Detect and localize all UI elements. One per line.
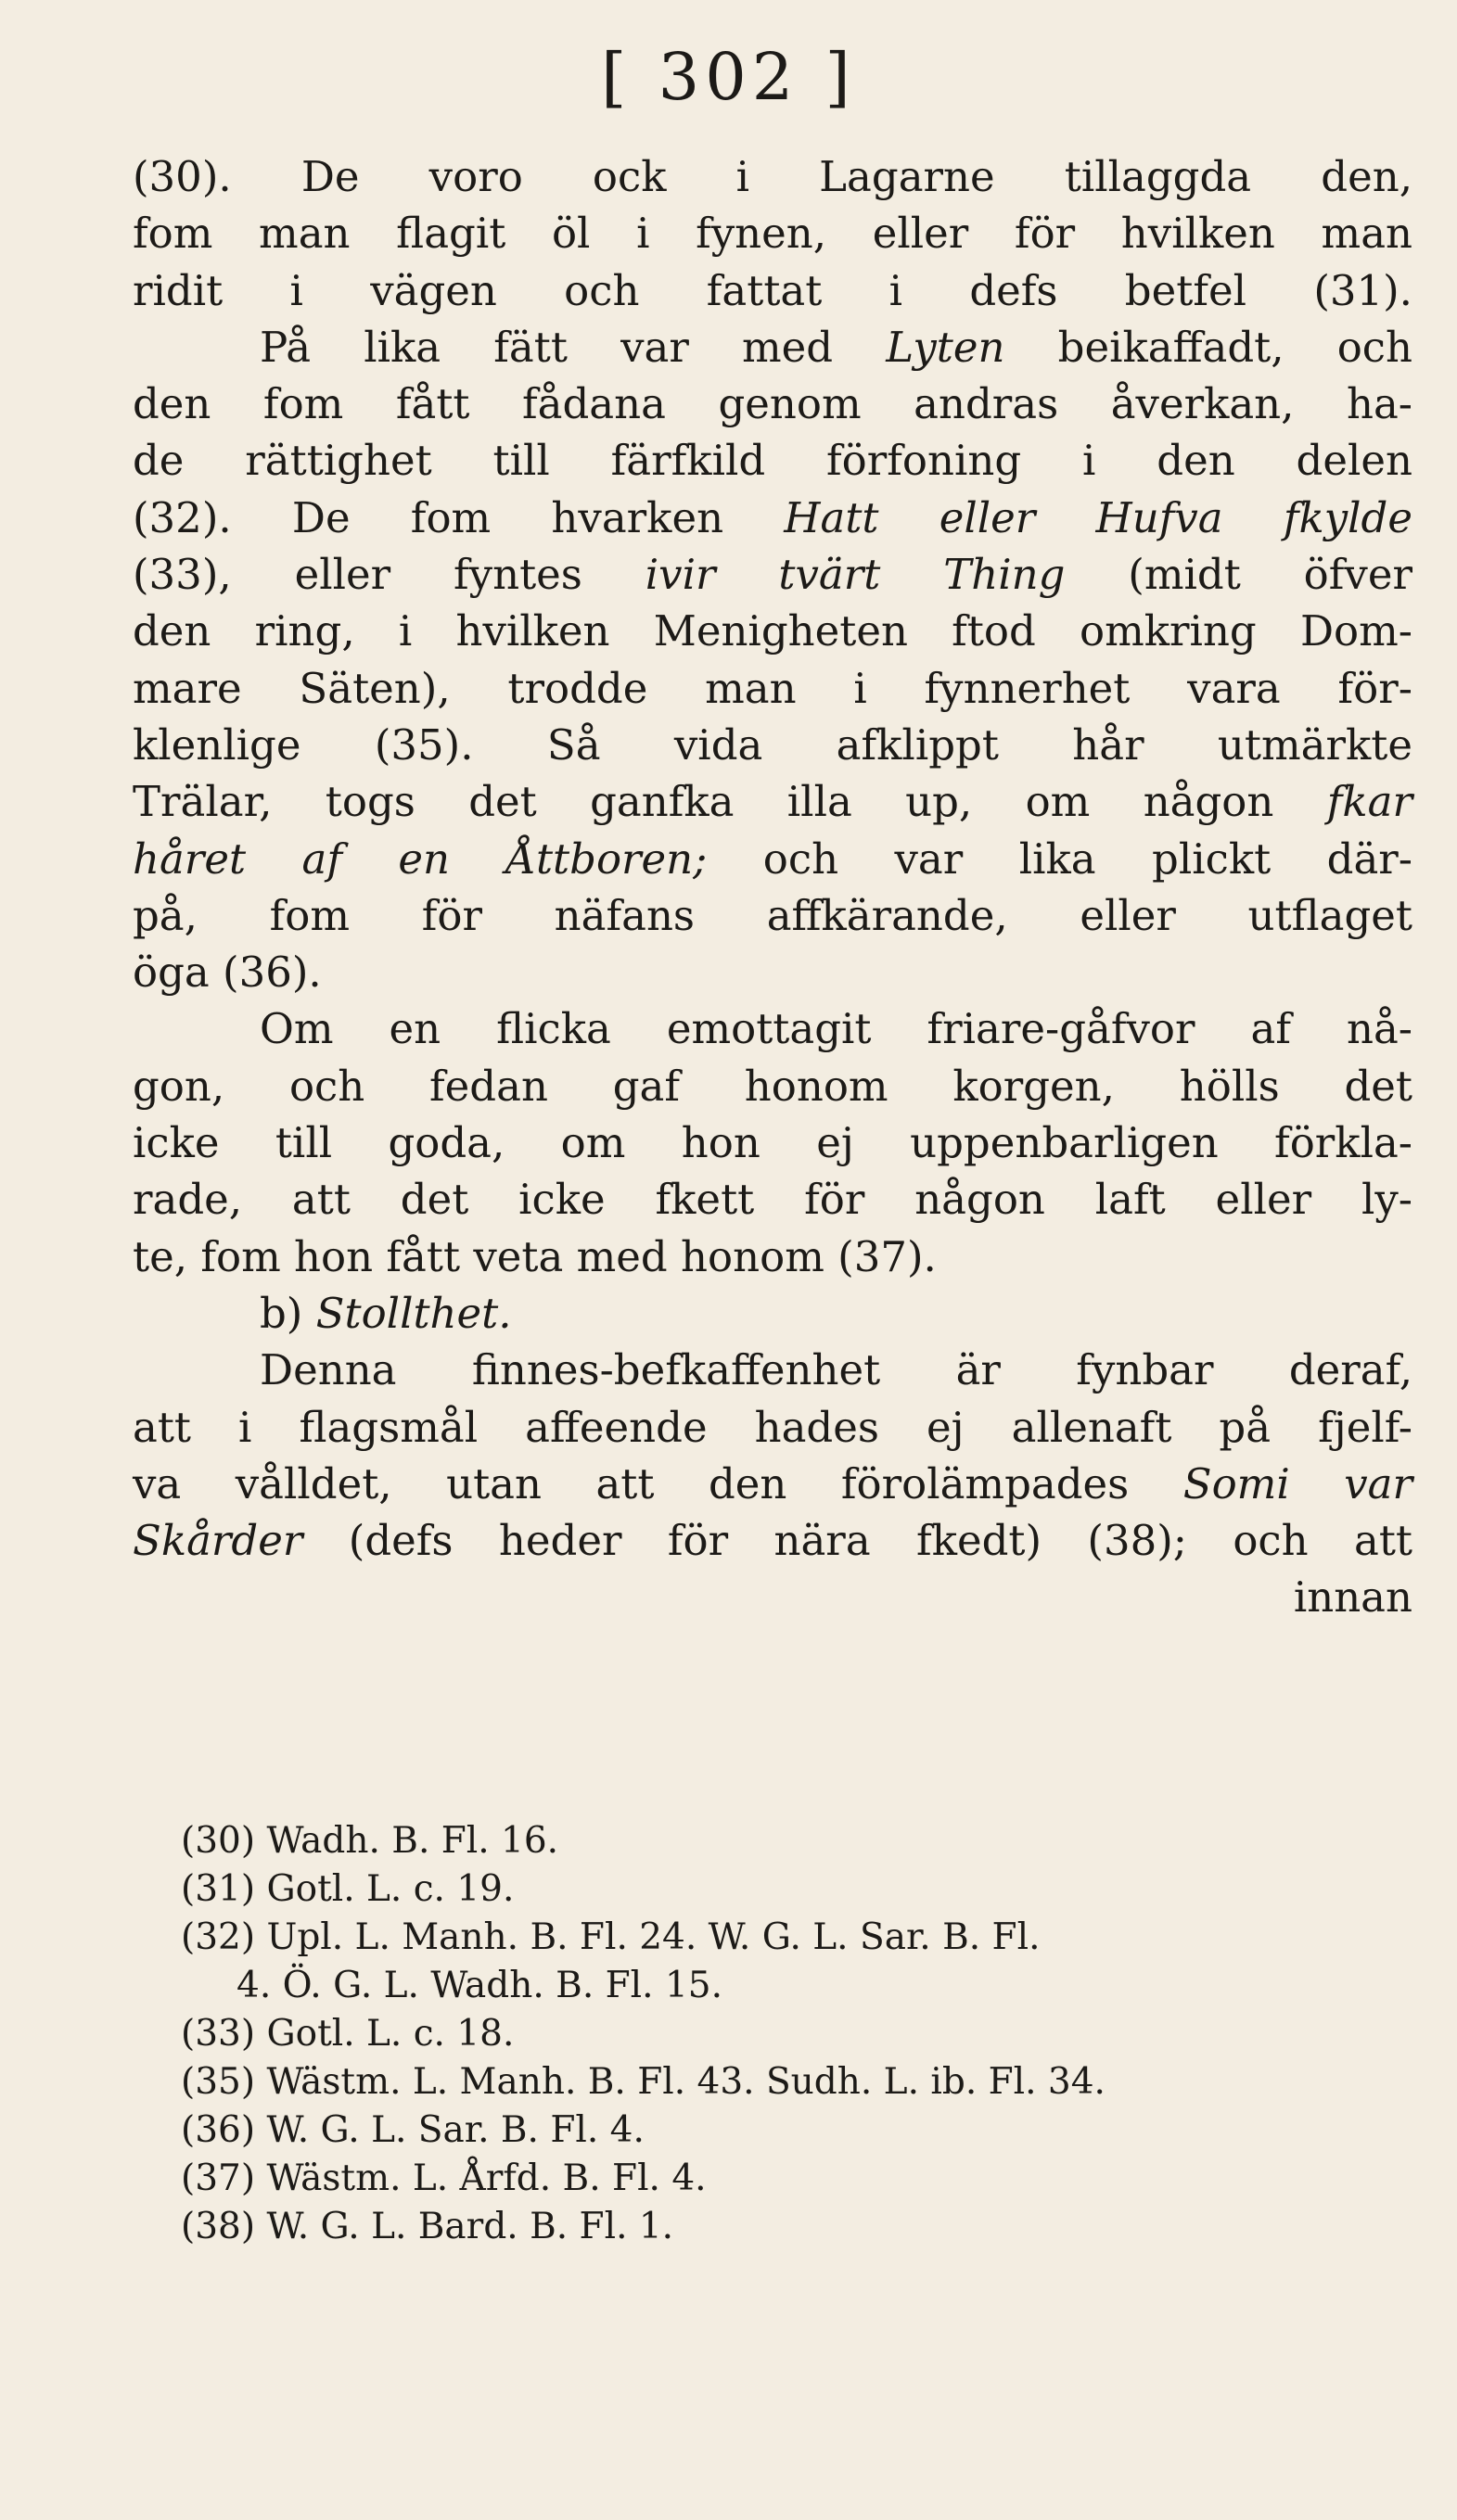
footnote: (32) Upl. L. Manh. B. Fl. 24. W. G. L. Sar. B. Fl.: [181, 1916, 1041, 1958]
footnote: (30) Wadh. B. Fl. 16.: [181, 1820, 559, 1862]
text-line: (33), eller fyntes ivir tvärt Thing (midt öfver: [133, 550, 1412, 600]
text-line: på, fom för näfans affkärande, eller utflaget: [133, 890, 1412, 940]
catchword: innan: [1293, 1572, 1412, 1623]
text-line: gon, och fedan gaf honom korgen, hölls det: [133, 1061, 1412, 1111]
text-line: På lika fätt var med Lyten beikaffadt, och: [260, 322, 1412, 372]
footnote: (33) Gotl. L. c. 18.: [181, 2013, 515, 2055]
text-line: att i flagsmål affeende hades ej allenaft på fjelf-: [133, 1402, 1412, 1452]
page-number-header: [ 302 ]: [601, 39, 856, 115]
text-line: de rättighet till färfkild förfoning i den delen: [133, 436, 1412, 486]
text-line: den ring, i hvilken Menigheten ftod omkring Dom-: [133, 606, 1412, 656]
footnotes: [181, 1817, 1414, 2251]
text-line: icke till goda, om hon ej uppenbarligen förkla-: [133, 1118, 1412, 1168]
text-line: va vålldet, utan att den förolämpades Somi var: [133, 1458, 1412, 1508]
text-line: fom man flagit öl i fynen, eller för hvilken man: [133, 209, 1412, 259]
footnote: (35) Wästm. L. Manh. B. Fl. 43. Sudh. L. ib. Fl. 34.: [181, 2061, 1106, 2103]
text-line: klenlige (35). Så vida afklippt hår utmärkte: [133, 719, 1412, 770]
text-line: håret af en Åttboren; och var lika plickt där-: [133, 834, 1412, 884]
footnote: (37) Wästm. L. Årfd. B. Fl. 4.: [181, 2157, 707, 2199]
text-line: rade, att det icke fkett för någon laft eller ly-: [133, 1175, 1412, 1225]
text-line: den fom fått fådana genom andras åverkan, ha-: [133, 379, 1412, 429]
section-heading: b) Stollthet.: [260, 1288, 512, 1338]
footnote: (36) W. G. L. Sar. B. Fl. 4.: [181, 2109, 645, 2151]
text-line: (32). De fom hvarken Hatt eller Hufva fkylde: [133, 492, 1412, 542]
text-line: Om en flicka emottagit friare-gåfvor af nå-: [260, 1004, 1412, 1054]
text-line: öga (36).: [133, 948, 322, 998]
text-line: Skårder (defs heder för nära fkedt) (38); och att: [133, 1516, 1412, 1566]
text-line: ridit i vägen och fattat i defs betfel (31).: [133, 265, 1412, 315]
footnote: (31) Gotl. L. c. 19.: [181, 1868, 515, 1910]
text-line: (30). De voro ock i Lagarne tillaggda den,: [133, 152, 1412, 201]
text-line: te, fom hon fått veta med honom (37).: [133, 1231, 937, 1281]
text-line: Denna finnes-befkaffenhet är fynbar deraf,: [260, 1345, 1412, 1395]
text-line: Trälar, togs det ganfka illa up, om någon fkar: [133, 777, 1412, 827]
main-text: [133, 148, 1412, 1626]
text-line: mare Säten), trodde man i fynnerhet vara för-: [133, 663, 1412, 713]
footnote: (38) W. G. L. Bard. B. Fl. 1.: [181, 2206, 674, 2247]
footnote-continuation: 4. Ö. G. L. Wadh. B. Fl. 15.: [236, 1965, 722, 2006]
